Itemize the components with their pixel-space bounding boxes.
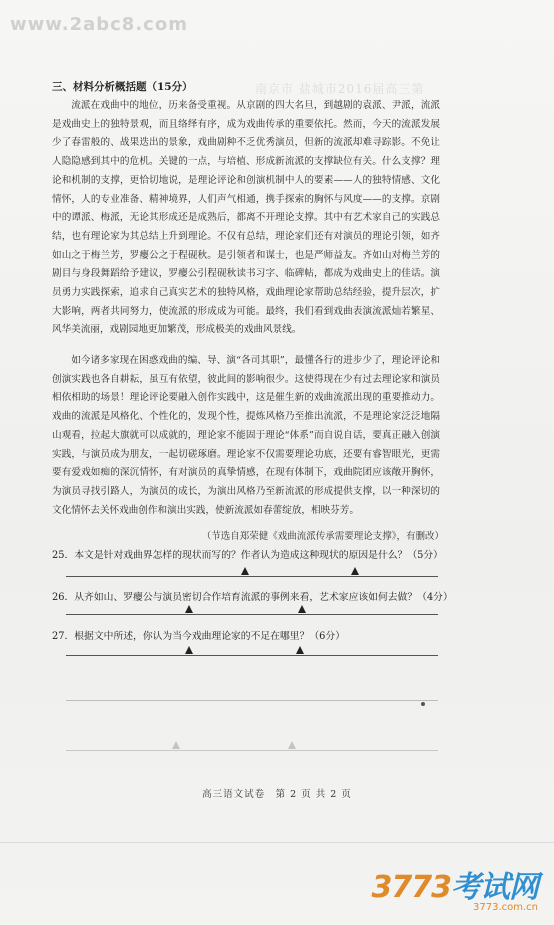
ink-dot bbox=[421, 702, 425, 706]
page-footer: 高三语文试卷 第 2 页 共 2 页 bbox=[202, 789, 352, 800]
source-note: （节选自郑荣健《戏曲流派传承需要理论支撑》，有删改） bbox=[201, 531, 444, 542]
answer-line[interactable] bbox=[66, 576, 438, 577]
answer-marker bbox=[185, 646, 193, 654]
section-title: 三、材料分析概括题（15分） bbox=[52, 81, 193, 93]
brand-url: 3773.com.cn bbox=[473, 902, 538, 913]
answer-marker bbox=[288, 741, 296, 749]
answer-line[interactable] bbox=[66, 655, 438, 656]
answer-marker bbox=[241, 567, 249, 575]
answer-marker bbox=[185, 605, 193, 613]
answer-line[interactable] bbox=[66, 614, 438, 615]
answer-line[interactable] bbox=[66, 700, 438, 701]
brand-logo-number: 3773 bbox=[371, 870, 451, 905]
question-27: 27．根据文中所述，你认为当今戏曲理论家的不足在哪里？（6分） bbox=[52, 631, 346, 642]
paragraph-2: 如今诸多家现在困惑戏曲的编、导、演“各司其职”，最懂各行的进步少了，理论评论和创演实践也各自耕耘，虽互有依望，彼此间的影响很少。这使得现在少有过去理论家和演员相依相助的场景！理论评论要融入创作实践中，这是催生新的戏曲流派出现的重要推动力。戏曲的流派是风格化、个性化的，发现个性，提炼风格乃至推出流派，不是理论家泛泛地隔山观看，拉起大旗就可以成就的，理论家不能固于理论“体系”而自说自话，要真正融入创演实践，与演员成为朋友，一起切磋琢磨。理论家不仅需要理论功底，还要有睿智眼光，更需要有爱戏如痴的深沉情怀，有对演员的真挚情感，在现有体制下，戏曲院团应该敞开胸怀，为演员寻找引路人，为演员的成长，为演出风格乃至新流派的形成提供支撑，以一种深切的文化情怀去关怀戏曲创作和演出实践，使新流派如春蕾绽放，相映芬芳。 bbox=[52, 355, 440, 516]
question-26: 26．从齐如山、罗瘿公与演员密切合作培育流派的事例来看，艺术家应该如何去做？（4分） bbox=[52, 592, 453, 603]
bleed-through-heading: 南京市 盐城市2016届高三第 bbox=[255, 82, 425, 96]
brand-logo-text: 考试网 bbox=[451, 870, 538, 905]
answer-marker bbox=[296, 646, 304, 654]
site-watermark: www.2abc8.com bbox=[10, 14, 188, 35]
answer-marker bbox=[172, 741, 180, 749]
answer-line[interactable] bbox=[66, 750, 438, 751]
brand-logo bbox=[372, 862, 539, 913]
paragraph-1: 流派在戏曲中的地位，历来备受重视。从京剧的四大名旦，到越剧的袁派、尹派，流派是戏曲史上的独特景观，而且络绎有序，成为戏曲传承的重要依托。然而，今天的流派发展少了春雷般的、战果迭出的景象，戏曲剧种不乏优秀演员，但新的流派却难寻踪影。不免让人隐隐感到其中的危机。关键的一点，与培植、形成新流派的支撑缺位有关。什么支撑？理论和机制的支撑，更恰切地说，是理论评论和创演机制中人的要素——人的独特情感、文化情怀，人的专业准备、精神境界，人们声气相通，携手探索的胸怀与风度——的支撑。京剧中的谭派、梅派，无论其形成还是成熟后，都离不开理论支撑。其中有艺术家自己的实践总结，也有理论家为其总结上升到理论。不仅有总结，理论家们还有对演员的理论引领，如齐如山之于梅兰芳，罗瘿公之于程砚秋。是引领者和谋士，也是严师益友。齐如山对梅兰芳的剧目与身段舞蹈给予建议，罗瘿公引程砚秋读书习字、临碑帖，都成为戏曲史上的佳话。演员勇力实践探索，追求自己真实艺术的独特风格，戏曲理论家帮助总结经验，提升层次，扩大影响，两者共同努力，使流派的形成成为可能。最终，我们看到戏曲表演流派灿若繁星、风华美流丽，戏剧园地更加繁茂，形成极美的戏曲风景线。 bbox=[52, 100, 440, 336]
page-edge bbox=[0, 842, 554, 843]
answer-marker bbox=[351, 567, 359, 575]
answer-marker bbox=[298, 605, 306, 613]
question-25: 25．本文是针对戏曲界怎样的现状而写的？作者认为造成这种现状的原因是什么？（5分） bbox=[52, 550, 443, 561]
